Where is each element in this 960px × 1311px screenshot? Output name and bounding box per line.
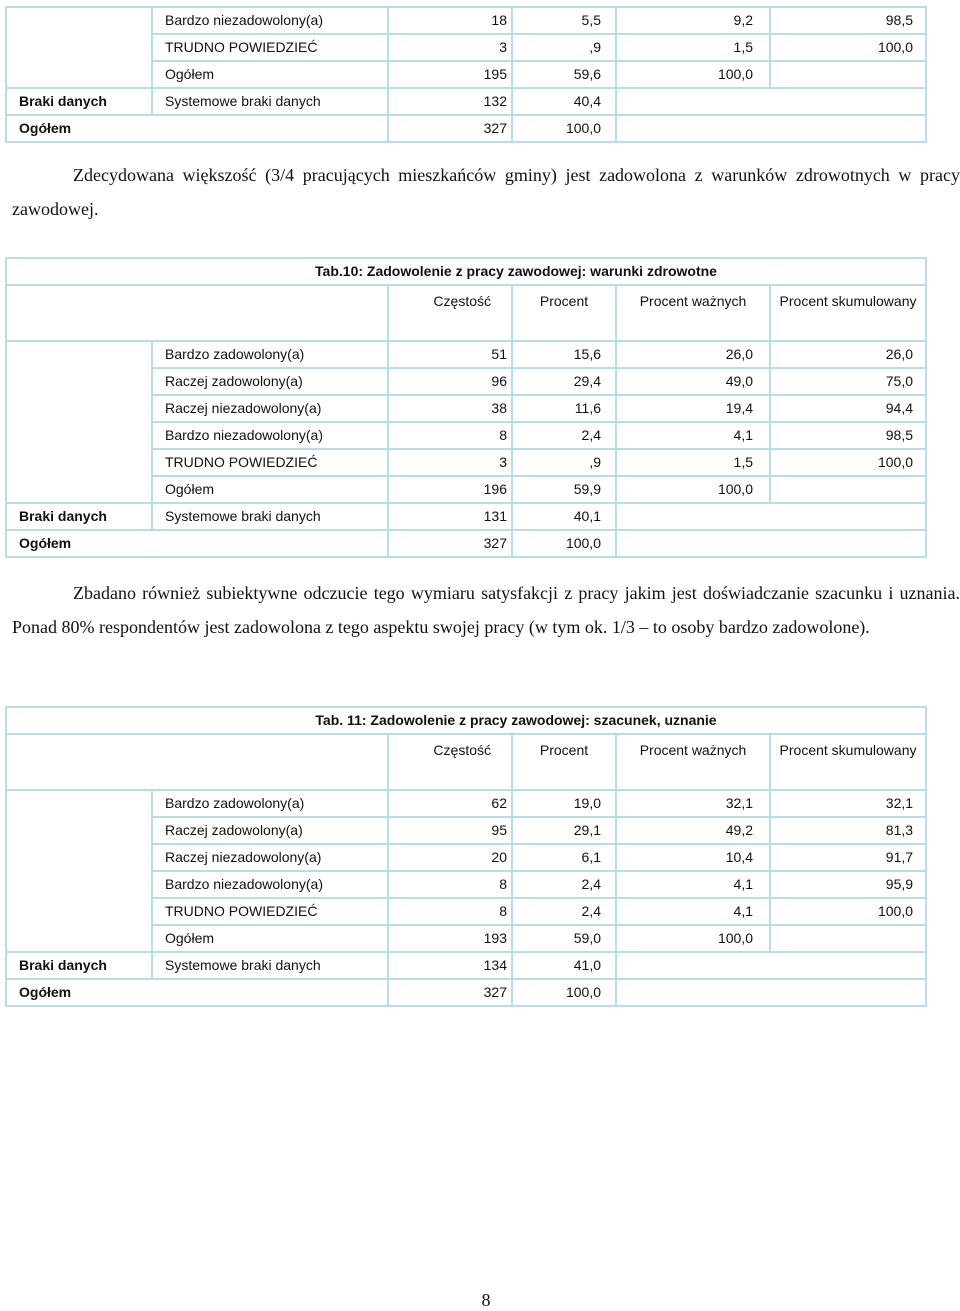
table-row-total: [6, 979, 926, 1006]
cum-cell: 26,0: [770, 341, 926, 368]
table-row: [6, 7, 926, 34]
group-cell: [6, 7, 152, 88]
header-valid: Procent ważnych: [616, 285, 770, 341]
cum-cell: 75,0: [770, 368, 926, 395]
empty-cell: [616, 952, 926, 979]
table-row: [6, 341, 926, 368]
row-label: Systemowe braki danych: [152, 88, 388, 115]
table-row-total: [6, 115, 926, 142]
group-label: Braki danych: [6, 503, 152, 530]
pct-cell: 100,0: [512, 979, 616, 1006]
row-label: TRUDNO POWIEDZIEĆ: [152, 898, 388, 925]
freq-cell: 193: [388, 925, 512, 952]
freq-cell: 95: [388, 817, 512, 844]
group-cell: [6, 341, 152, 503]
table-title: Tab.10: Zadowolenie z pracy zawodowej: warunki zdrowotne: [6, 258, 926, 285]
valid-cell: 49,0: [616, 368, 770, 395]
row-label: Bardzo zadowolony(a): [152, 341, 388, 368]
cum-cell: 81,3: [770, 817, 926, 844]
pct-cell: 59,6: [512, 61, 616, 88]
table-row-missing: [6, 952, 926, 979]
cum-cell: 100,0: [770, 34, 926, 61]
empty-cell: [616, 530, 926, 557]
pct-cell: 41,0: [512, 952, 616, 979]
pct-cell: ,9: [512, 34, 616, 61]
pct-cell: 19,0: [512, 790, 616, 817]
row-label: Systemowe braki danych: [152, 952, 388, 979]
total-label: Ogółem: [6, 530, 388, 557]
valid-cell: 19,4: [616, 395, 770, 422]
valid-cell: 4,1: [616, 898, 770, 925]
pct-cell: 29,4: [512, 368, 616, 395]
row-label: TRUDNO POWIEDZIEĆ: [152, 449, 388, 476]
row-label: Bardzo niezadowolony(a): [152, 422, 388, 449]
table-header-row: [6, 285, 926, 341]
pct-cell: 100,0: [512, 115, 616, 142]
freq-cell: 8: [388, 898, 512, 925]
valid-cell: 1,5: [616, 449, 770, 476]
pct-cell: 100,0: [512, 530, 616, 557]
freq-cell: 131: [388, 503, 512, 530]
table-title-row: [6, 707, 926, 734]
table-row-missing: [6, 88, 926, 115]
pct-cell: 6,1: [512, 844, 616, 871]
header-freq: Częstość: [388, 734, 512, 790]
valid-cell: 9,2: [616, 7, 770, 34]
pct-cell: 11,6: [512, 395, 616, 422]
cum-cell: 32,1: [770, 790, 926, 817]
freq-cell: 327: [388, 530, 512, 557]
freq-cell: 3: [388, 449, 512, 476]
row-label: Raczej niezadowolony(a): [152, 844, 388, 871]
row-label: Raczej zadowolony(a): [152, 368, 388, 395]
row-label: Bardzo zadowolony(a): [152, 790, 388, 817]
table-11: [5, 706, 927, 1007]
paragraph-health-conditions: Zdecydowana większość (3/4 pracujących mieszkańców gminy) jest zadowolona z warunków zdrowotnych w pracy zawodowej.: [12, 165, 960, 219]
pct-cell: 5,5: [512, 7, 616, 34]
table-row-missing: [6, 503, 926, 530]
pct-cell: 40,4: [512, 88, 616, 115]
freq-cell: 134: [388, 952, 512, 979]
freq-cell: 8: [388, 422, 512, 449]
freq-cell: 62: [388, 790, 512, 817]
header-empty: [6, 285, 388, 341]
cum-cell: 100,0: [770, 449, 926, 476]
valid-cell: 100,0: [616, 61, 770, 88]
total-label: Ogółem: [6, 979, 388, 1006]
page-number: 8: [481, 1290, 491, 1310]
group-cell: [6, 790, 152, 952]
row-label: Bardzo niezadowolony(a): [152, 7, 388, 34]
empty-cell: [616, 115, 926, 142]
valid-cell: 100,0: [616, 925, 770, 952]
header-cum: Procent skumulowany: [770, 734, 926, 790]
freq-cell: 18: [388, 7, 512, 34]
freq-cell: 196: [388, 476, 512, 503]
header-pct: Procent: [512, 734, 616, 790]
freq-cell: 51: [388, 341, 512, 368]
freq-cell: 195: [388, 61, 512, 88]
header-empty: [6, 734, 388, 790]
row-label: TRUDNO POWIEDZIEĆ: [152, 34, 388, 61]
row-label: Systemowe braki danych: [152, 503, 388, 530]
table-row-total: [6, 530, 926, 557]
pct-cell: ,9: [512, 449, 616, 476]
row-label: Ogółem: [152, 61, 388, 88]
pct-cell: 2,4: [512, 898, 616, 925]
valid-cell: 4,1: [616, 871, 770, 898]
pct-cell: 2,4: [512, 422, 616, 449]
group-label: Braki danych: [6, 952, 152, 979]
empty-cell: [616, 88, 926, 115]
empty-cell: [616, 979, 926, 1006]
cum-cell: [770, 61, 926, 88]
table-10: [5, 257, 927, 558]
pct-cell: 15,6: [512, 341, 616, 368]
header-valid: Procent ważnych: [616, 734, 770, 790]
valid-cell: 4,1: [616, 422, 770, 449]
cum-cell: 100,0: [770, 898, 926, 925]
row-label: Ogółem: [152, 476, 388, 503]
cum-cell: 98,5: [770, 7, 926, 34]
table-title: Tab. 11: Zadowolenie z pracy zawodowej: szacunek, uznanie: [6, 707, 926, 734]
valid-cell: 100,0: [616, 476, 770, 503]
empty-cell: [616, 503, 926, 530]
freq-cell: 20: [388, 844, 512, 871]
cum-cell: [770, 476, 926, 503]
pct-cell: 59,0: [512, 925, 616, 952]
group-label: Braki danych: [6, 88, 152, 115]
valid-cell: 10,4: [616, 844, 770, 871]
pct-cell: 2,4: [512, 871, 616, 898]
row-label: Bardzo niezadowolony(a): [152, 871, 388, 898]
pct-cell: 40,1: [512, 503, 616, 530]
freq-cell: 3: [388, 34, 512, 61]
header-pct: Procent: [512, 285, 616, 341]
freq-cell: 8: [388, 871, 512, 898]
row-label: Raczej zadowolony(a): [152, 817, 388, 844]
row-label: Raczej niezadowolony(a): [152, 395, 388, 422]
valid-cell: 32,1: [616, 790, 770, 817]
paragraph-respect-recognition: Zbadano również subiektywne odczucie tego wymiaru satysfakcji z pracy jakim jest doświadczanie szacunku i uznania. Ponad 80% respondentów jest zadowolona z tego aspektu swojej pracy (w tym ok. 1/3 – to osoby bardzo zadowolone).: [12, 583, 960, 637]
valid-cell: 49,2: [616, 817, 770, 844]
cum-cell: 98,5: [770, 422, 926, 449]
freq-cell: 327: [388, 979, 512, 1006]
freq-cell: 38: [388, 395, 512, 422]
row-label: Ogółem: [152, 925, 388, 952]
valid-cell: 26,0: [616, 341, 770, 368]
table-top-continuation: [5, 6, 927, 143]
table-title-row: [6, 258, 926, 285]
header-cum: Procent skumulowany: [770, 285, 926, 341]
pct-cell: 59,9: [512, 476, 616, 503]
table-row: [6, 790, 926, 817]
table-header-row: [6, 734, 926, 790]
cum-cell: 95,9: [770, 871, 926, 898]
cum-cell: [770, 925, 926, 952]
header-freq: Częstość: [388, 285, 512, 341]
cum-cell: 94,4: [770, 395, 926, 422]
freq-cell: 327: [388, 115, 512, 142]
valid-cell: 1,5: [616, 34, 770, 61]
freq-cell: 132: [388, 88, 512, 115]
freq-cell: 96: [388, 368, 512, 395]
cum-cell: 91,7: [770, 844, 926, 871]
total-label: Ogółem: [6, 115, 388, 142]
pct-cell: 29,1: [512, 817, 616, 844]
